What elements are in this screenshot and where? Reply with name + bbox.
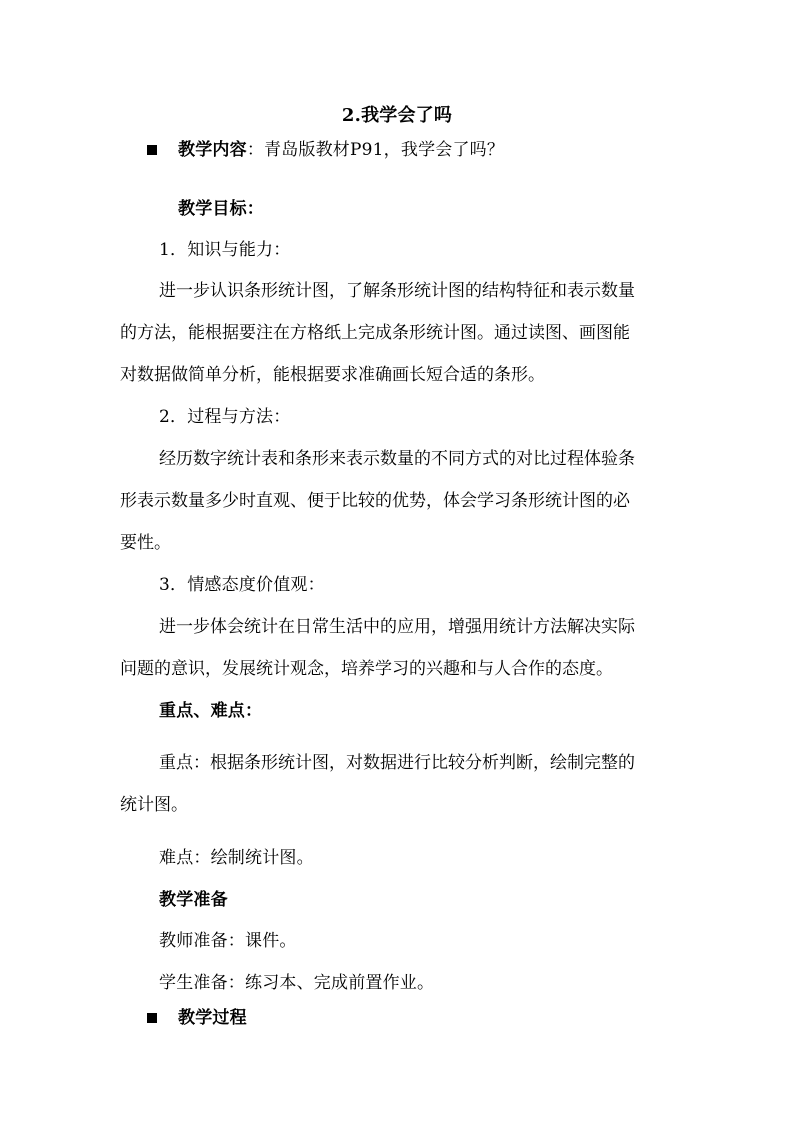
goal2-line: 形表示数量多少时直观、便于比较的优势，体会学习条形统计图的必 [120, 491, 630, 511]
page-title: 2.我学会了吗 [341, 105, 453, 126]
preparation-heading: 教学准备 [159, 890, 228, 910]
goal2-line: 要性。 [120, 533, 171, 553]
student-preparation: 学生准备：练习本、完成前置作业。 [159, 973, 435, 993]
goal2-line: 经历数字统计表和条形来表示数量的不同方式的对比过程体验条 [159, 449, 635, 469]
teacher-preparation: 教师准备：课件。 [159, 931, 297, 951]
teaching-content-text: ：青岛版教材P91，我学会了吗？ [246, 140, 505, 160]
teaching-goals-heading: 教学目标： [178, 199, 264, 219]
key-points-heading: 重点、难点： [159, 701, 263, 721]
goal3-heading: 3．情感态度价值观： [159, 575, 325, 595]
bullet-square-icon [147, 1013, 157, 1023]
goal1-line: 进一步认识条形统计图，了解条形统计图的结构特征和表示数量 [159, 281, 635, 301]
teaching-content-label: 教学内容 [178, 140, 247, 160]
goal2-heading: 2．过程与方法： [159, 407, 291, 427]
goal1-line: 的方法，能根据要注在方格纸上完成条形统计图。通过读图、画图能 [120, 323, 630, 343]
key-point-line: 统计图。 [120, 795, 188, 815]
goal3-line: 进一步体会统计在日常生活中的应用，增强用统计方法解决实际 [159, 617, 635, 637]
goal3-line: 问题的意识，发展统计观念，培养学习的兴趣和与人合作的态度。 [120, 659, 613, 679]
teaching-content [178, 138, 504, 162]
key-point-line: 重点：根据条形统计图，对数据进行比较分析判断，绘制完整的 [159, 753, 635, 773]
goal1-line: 对数据做简单分析，能根据要求准确画长短合适的条形。 [120, 365, 545, 385]
goal1-heading: 1．知识与能力： [159, 240, 291, 260]
bullet-square-icon [147, 145, 157, 155]
process-heading: 教学过程 [178, 1008, 247, 1028]
difficulty-line: 难点：绘制统计图。 [159, 848, 314, 868]
